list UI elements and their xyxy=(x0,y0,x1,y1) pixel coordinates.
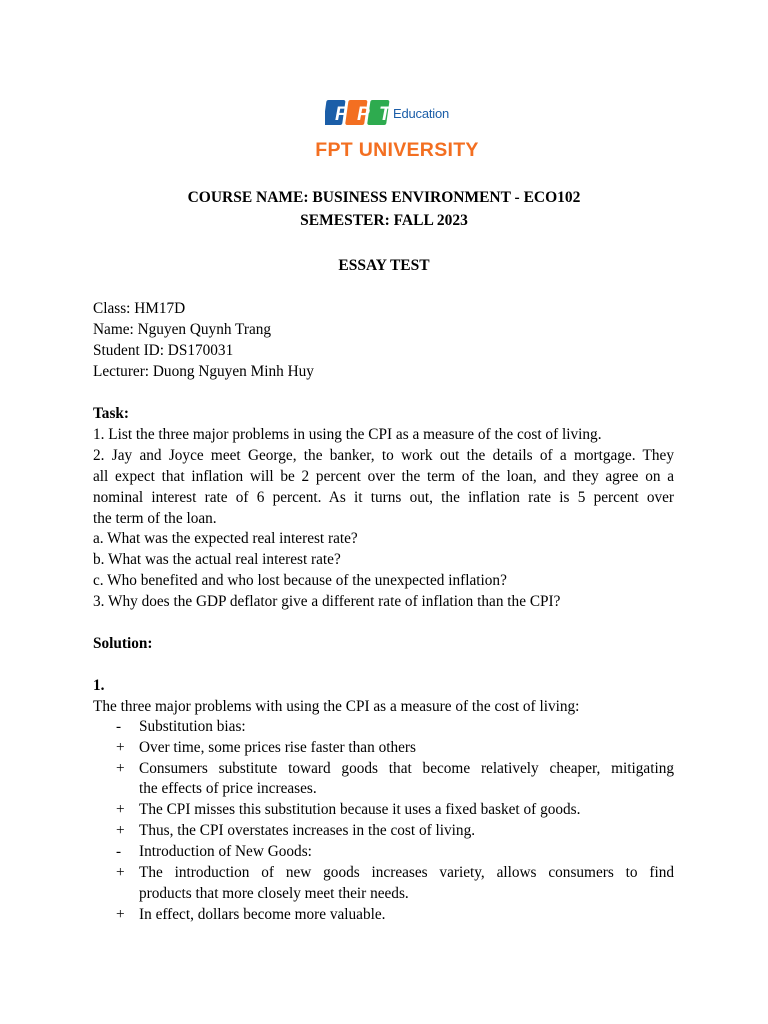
list-item: Over time, some prices rise faster than others xyxy=(139,739,416,756)
list-plus: + xyxy=(116,760,125,777)
list-item: The CPI misses this substitution because it uses a fixed basket of goods. xyxy=(139,801,581,818)
list-item: The introduction of new goods increases variety, allows consumers to find xyxy=(139,864,674,881)
task-heading: Task: xyxy=(93,405,130,422)
list-plus: + xyxy=(116,739,125,756)
task-q2b: b. What was the actual real interest rate? xyxy=(93,551,341,568)
fpt-education-logo xyxy=(315,95,483,161)
course-name: COURSE NAME: BUSINESS ENVIRONMENT - ECO102 xyxy=(187,189,581,206)
list-item: Thus, the CPI overstates increases in the cost of living. xyxy=(139,822,476,839)
task-q2-line: all expect that inflation will be 2 percent over the term of the loan, and they agree on a xyxy=(93,468,674,485)
list-plus: + xyxy=(116,864,125,881)
list-item: Introduction of New Goods: xyxy=(139,843,312,860)
list-item: Consumers substitute toward goods that become relatively cheaper, mitigating xyxy=(139,760,674,777)
task-q2a: a. What was the expected real interest rate? xyxy=(93,530,358,547)
class-info: Class: HM17D xyxy=(93,300,186,317)
document-title: ESSAY TEST xyxy=(338,257,430,274)
tile-letter-p: P xyxy=(357,104,370,125)
tile-letter-f: F xyxy=(335,104,347,125)
task-q2c: c. Who benefited and who lost because of the unexpected inflation? xyxy=(93,572,507,589)
list-item-continuation: the effects of price increases. xyxy=(139,780,317,797)
fpt-tiles-icon xyxy=(325,97,391,129)
list-plus: + xyxy=(116,801,125,818)
tile-letter-t: T xyxy=(379,104,391,125)
lecturer: Lecturer: Duong Nguyen Minh Huy xyxy=(93,363,314,380)
list-plus: + xyxy=(116,906,125,923)
task-q2-line: nominal interest rate of 6 percent. As it turns out, the inflation rate is 5 percent over xyxy=(93,489,674,506)
task-q2-line: the term of the loan. xyxy=(93,510,217,527)
list-dash: - xyxy=(116,843,122,860)
solution-heading: Solution: xyxy=(93,635,153,652)
list-dash: - xyxy=(116,718,122,735)
task-q3: 3. Why does the GDP deflator give a different rate of inflation than the CPI? xyxy=(93,593,561,610)
semester: SEMESTER: FALL 2023 xyxy=(300,212,468,229)
list-item: In effect, dollars become more valuable. xyxy=(139,906,386,923)
education-label: Education xyxy=(393,106,450,121)
student-id: Student ID: DS170031 xyxy=(93,342,234,359)
solution-intro: The three major problems with using the CPI as a measure of the cost of living: xyxy=(93,698,580,715)
solution-number: 1. xyxy=(93,677,105,694)
task-q2-line: 2. Jay and Joyce meet George, the banker, to work out the details of a mortgage. They xyxy=(93,447,674,464)
task-q1: 1. List the three major problems in using the CPI as a measure of the cost of living. xyxy=(93,426,602,443)
student-name: Name: Nguyen Quynh Trang xyxy=(93,321,272,338)
university-name: FPT UNIVERSITY xyxy=(315,139,479,161)
list-item-continuation: products that more closely meet their needs. xyxy=(139,885,409,902)
list-plus: + xyxy=(116,822,125,839)
list-item: Substitution bias: xyxy=(139,718,246,735)
